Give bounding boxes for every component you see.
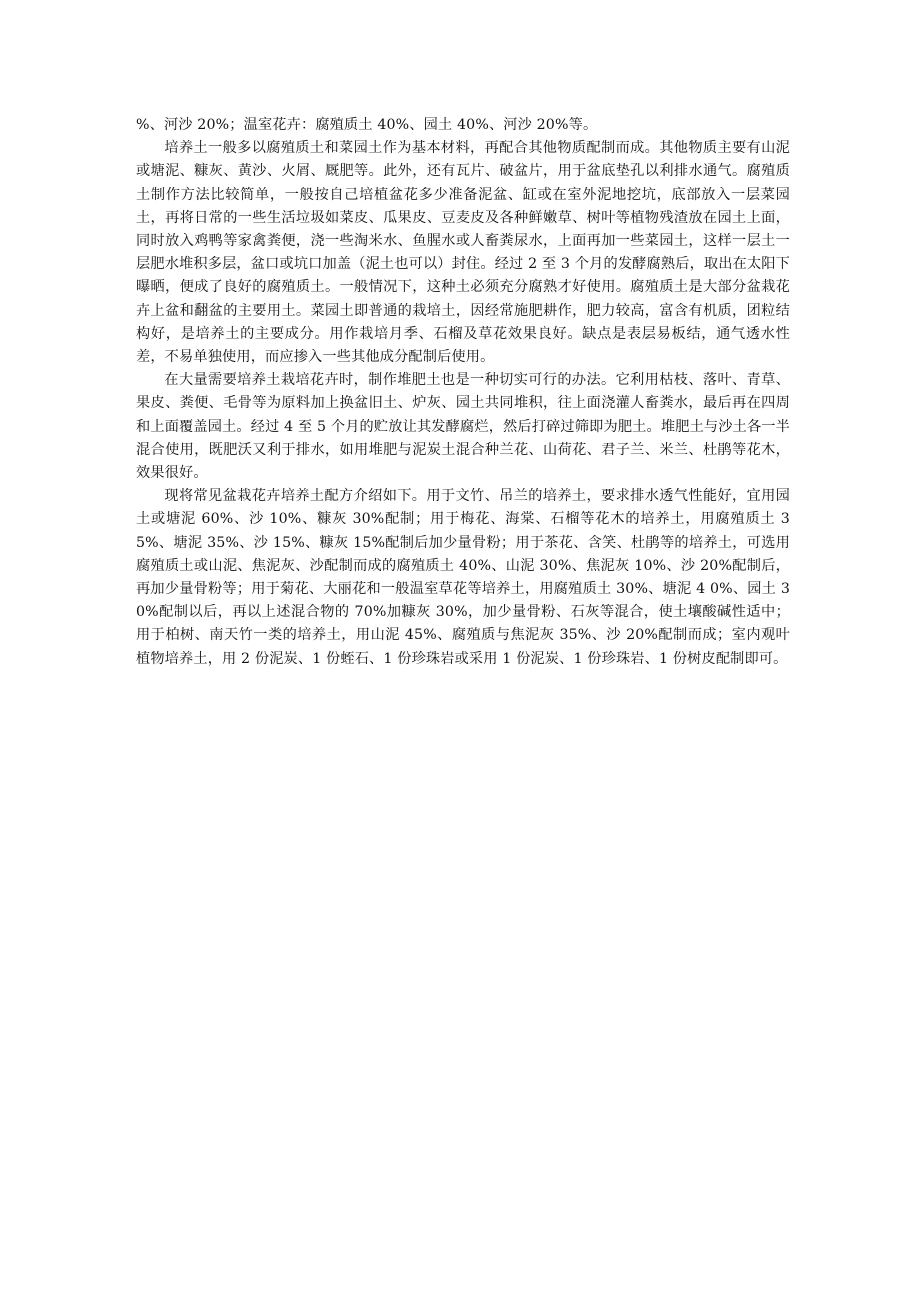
paragraph-continuation: %、河沙 20%；温室花卉：腐殖质土 40%、园土 40%、河沙 20%等。 — [136, 117, 598, 133]
paragraph-soil-materials: 培养土一般多以腐殖质土和菜园土作为基本材料，再配合其他物质配制而成。其他物质主要有山泥或塘泥、糠灰、黄沙、火屑、厩肥等。此外，还有瓦片、破盆片，用于盆底垫孔以利排水通气。腐殖质土制作方法比较简单，一般按自己培植盆花多少准备泥盆、缸或在室外泥地挖坑，底部放入一层菜园土，再将日常的一些生活垃圾如菜皮、瓜果皮、豆麦皮及各种鲜嫩草、树叶等植物残渣放在园土上面，同时放入鸡鸭等家禽粪便，浇一些淘米水、鱼腥水或人畜粪尿水，上面再加一些菜园土，这样一层土一层肥水堆积多层，盆口或坑口加盖（泥土也可以）封住。经过 2 至 3 个月的发酵腐熟后，取出在太阳下曝晒，便成了良好的腐殖质土。一般情况下，这种土必须充分腐熟才好使用。腐殖质土是大部分盆栽花卉上盆和翻盆的主要用土。菜园土即普通的栽培土，因经常施肥耕作，肥力较高，富含有机质，团粒结构好，是培养土的主要成分。用作栽培月季、石榴及草花效果良好。缺点是表层易板结，通气透水性差，不易单独使用，而应掺入一些其他成分配制后使用。 — [136, 140, 790, 366]
paragraph-soil-formulas: 现将常见盆栽花卉培养土配方介绍如下。用于文竹、吊兰的培养土，要求排水透气性能好，宜用园土或塘泥 60%、沙 10%、糠灰 30%配制；用于梅花、海棠、石榴等花木的培养土，用腐殖质土 35%、塘泥 35%、沙 15%、糠灰 15%配制后加少量骨粉；用于茶花、含笑、杜鹃等的培养土，可选用腐殖质土或山泥、焦泥灰、沙配制而成的腐殖质土 40%、山泥 30%、焦泥灰 10%、沙 20%配制后，再加少量骨粉等；用于菊花、大丽花和一般温室草花等培养土，用腐殖质土 30%、塘泥 4 0%、园土 30%配制以后，再以上述混合物的 70%加糠灰 30%，加少量骨粉、石灰等混合，使土壤酸碱性适中；用于柏树、南天竹一类的培养土，用山泥 45%、腐殖质与焦泥灰 35%、沙 20%配制而成；室内观叶植物培养土，用 2 份泥炭、1 份蛭石、1 份珍珠岩或采用 1 份泥炭、1 份珍珠岩、1 份树皮配制即可。 — [136, 488, 790, 667]
document-body — [136, 114, 790, 671]
paragraph-compost-soil: 在大量需要培养土栽培花卉时，制作堆肥土也是一种切实可行的办法。它利用枯枝、落叶、青草、果皮、粪便、毛骨等为原料加上换盆旧土、炉灰、园土共同堆积，往上面浇灌人畜粪水，最后再在四周和上面覆盖园土。经过 4 至 5 个月的贮放让其发酵腐烂，然后打碎过筛即为肥土。堆肥土与沙土各一半混合使用，既肥沃又利于排水，如用堆肥与泥炭土混合种兰花、山荷花、君子兰、米兰、杜鹃等花木，效果很好。 — [136, 372, 790, 482]
